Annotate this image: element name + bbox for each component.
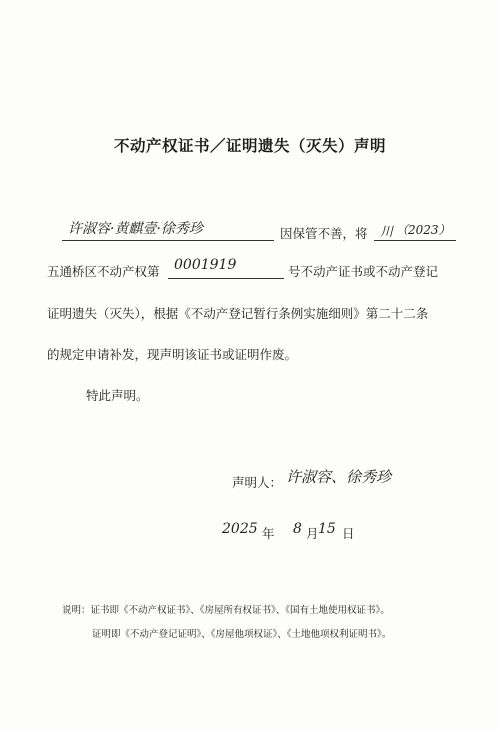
date-month-label: 月 (306, 526, 319, 541)
date-month-handwritten: 8 (293, 521, 302, 537)
document-title: 不动产权证书／证明遗失（灭失）声明 (113, 137, 386, 155)
text-certificate-office: 五通桥区不动产权第 (47, 264, 160, 279)
note-line-1: 说明：证书即《不动产权证书》、《房屋所有权证书》、《国有土地使用权证书》。 (62, 605, 390, 616)
declarant-signature: 许淑容、徐秀珍 (286, 468, 392, 486)
prefix-underline (374, 240, 456, 241)
body-line-5: 特此声明。 (86, 388, 149, 403)
body-line-4: 的规定申请补发，现声明该证书或证明作废。 (47, 347, 298, 362)
declarant-label: 声明人： (232, 475, 283, 490)
handwritten-prefix: 川 (380, 225, 394, 240)
handwritten-certificate-number: 0001919 (174, 257, 237, 273)
number-underline (168, 278, 284, 279)
date-day-handwritten: 15 (318, 521, 336, 537)
date-year-label: 年 (262, 526, 275, 541)
handwritten-owner-names: 许淑容·黄麒壹·徐秀珍 (68, 221, 203, 237)
handwritten-year: （2023） (396, 223, 451, 237)
names-underline (62, 240, 274, 241)
note-line-2: 证明即《不动产登记证明》、《房屋他项权证》、《土地他项权利证明书》。 (92, 629, 392, 640)
body-line-3: 证明遗失（灭失），根据《不动产登记暂行条例实施细则》第二十二条 (47, 306, 429, 321)
text-after-number: 号不动产证书或不动产登记 (288, 264, 439, 279)
date-year-handwritten: 2025 (222, 521, 258, 537)
text-after-names: 因保管不善，将 (280, 226, 368, 241)
date-day-label: 日 (342, 526, 355, 541)
